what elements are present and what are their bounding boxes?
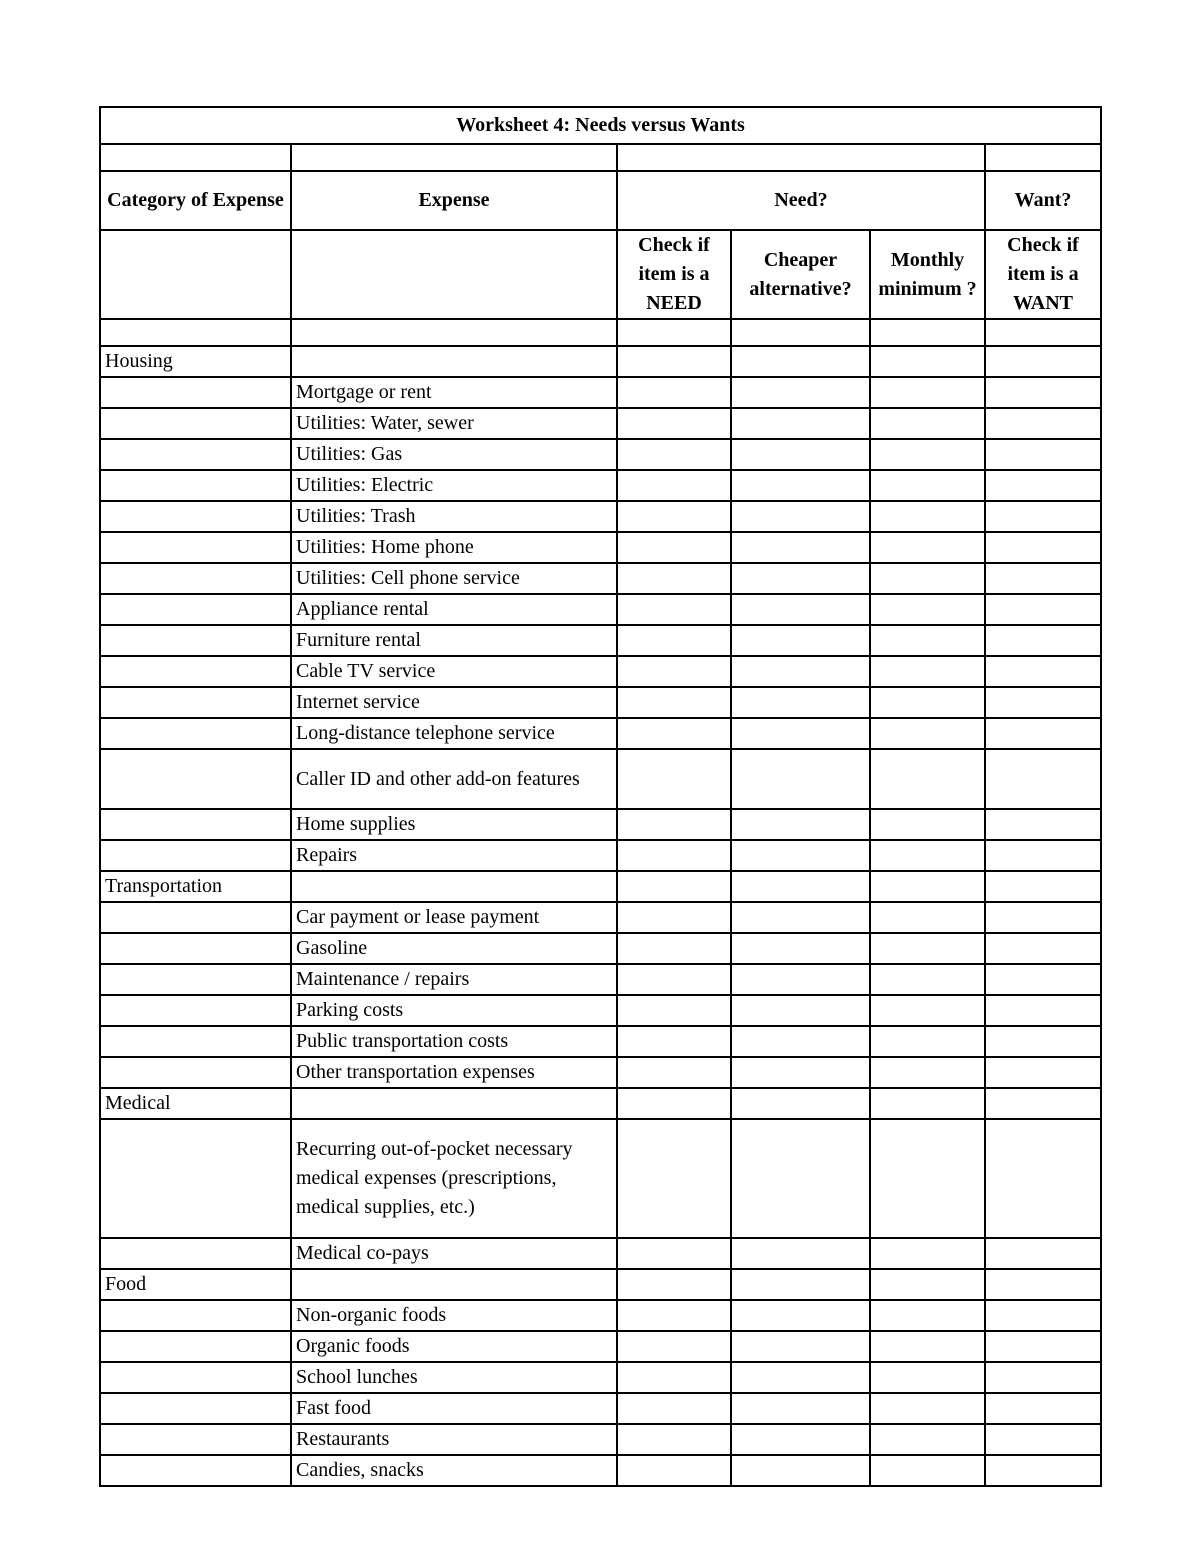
expense-cell: Utilities: Home phone <box>291 532 617 563</box>
expense-cell: Utilities: Electric <box>291 470 617 501</box>
want-check-cell[interactable] <box>985 1238 1101 1269</box>
expense-cell: Caller ID and other add-on features <box>291 749 617 809</box>
need-check-cell[interactable] <box>617 1300 731 1331</box>
expense-row <box>100 687 1101 718</box>
want-check-cell[interactable] <box>985 840 1101 871</box>
need-check-cell[interactable] <box>617 377 731 408</box>
expense-row <box>100 749 1101 809</box>
want-check-cell[interactable] <box>985 470 1101 501</box>
need-check-cell[interactable] <box>617 532 731 563</box>
expense-row <box>100 470 1101 501</box>
monthly-minimum-cell[interactable] <box>870 933 985 964</box>
expense-cell: Non-organic foods <box>291 1300 617 1331</box>
monthly-minimum-cell[interactable] <box>870 718 985 749</box>
need-check-cell[interactable] <box>617 1393 731 1424</box>
blank-cell <box>985 144 1101 171</box>
need-check-cell[interactable] <box>617 470 731 501</box>
want-check-cell[interactable] <box>985 687 1101 718</box>
expense-row <box>100 439 1101 470</box>
expense-cell: Furniture rental <box>291 625 617 656</box>
category-cell <box>100 563 291 594</box>
monthly-minimum-cell[interactable] <box>870 995 985 1026</box>
want-check-cell[interactable] <box>985 1393 1101 1424</box>
cheaper-alternative-cell[interactable] <box>731 1300 870 1331</box>
category-cell <box>100 933 291 964</box>
cheaper-alternative-cell[interactable] <box>731 1362 870 1393</box>
header-expense: Expense <box>291 171 617 230</box>
need-check-cell[interactable] <box>617 1119 731 1238</box>
want-check-cell[interactable] <box>985 1026 1101 1057</box>
expense-row <box>100 377 1101 408</box>
expense-cell: Medical co-pays <box>291 1238 617 1269</box>
cheaper-alternative-cell[interactable] <box>731 563 870 594</box>
category-cell <box>100 1119 291 1238</box>
cheaper-alternative-cell[interactable] <box>731 532 870 563</box>
need-check-cell[interactable] <box>617 749 731 809</box>
cheaper-alternative-cell[interactable] <box>731 718 870 749</box>
expense-cell <box>291 346 617 377</box>
category-cell <box>100 1057 291 1088</box>
cheaper-alternative-cell[interactable] <box>731 964 870 995</box>
cheaper-alternative-cell[interactable] <box>731 840 870 871</box>
want-check-cell[interactable] <box>985 964 1101 995</box>
category-cell: Medical <box>100 1088 291 1119</box>
cheaper-alternative-cell[interactable] <box>731 1057 870 1088</box>
want-check-cell[interactable] <box>985 1057 1101 1088</box>
expense-cell: Fast food <box>291 1393 617 1424</box>
monthly-minimum-cell[interactable] <box>870 1238 985 1269</box>
want-check-cell[interactable] <box>985 809 1101 840</box>
header-want: Want? <box>985 171 1101 230</box>
need-check-cell[interactable] <box>617 687 731 718</box>
cheaper-alternative-cell[interactable] <box>731 1455 870 1486</box>
need-check-cell[interactable] <box>617 346 731 377</box>
expense-row <box>100 995 1101 1026</box>
need-check-cell[interactable] <box>617 1238 731 1269</box>
expense-cell: School lunches <box>291 1362 617 1393</box>
category-cell <box>100 656 291 687</box>
want-check-cell[interactable] <box>985 1088 1101 1119</box>
need-check-cell[interactable] <box>617 871 731 902</box>
cheaper-alternative-cell[interactable] <box>731 749 870 809</box>
cheaper-alternative-cell[interactable] <box>731 594 870 625</box>
spacer-row <box>100 319 1101 346</box>
expense-cell <box>291 1088 617 1119</box>
monthly-minimum-cell[interactable] <box>870 1088 985 1119</box>
want-check-cell[interactable] <box>985 1331 1101 1362</box>
cheaper-alternative-cell[interactable] <box>731 871 870 902</box>
cheaper-alternative-cell[interactable] <box>731 470 870 501</box>
expense-row <box>100 1300 1101 1331</box>
monthly-minimum-cell[interactable] <box>870 902 985 933</box>
category-cell <box>100 1300 291 1331</box>
category-cell <box>100 687 291 718</box>
want-check-cell[interactable] <box>985 439 1101 470</box>
monthly-minimum-cell[interactable] <box>870 532 985 563</box>
expense-cell: Home supplies <box>291 809 617 840</box>
expense-row <box>100 625 1101 656</box>
blank-cell <box>100 144 291 171</box>
need-check-cell[interactable] <box>617 1057 731 1088</box>
monthly-minimum-cell[interactable] <box>870 840 985 871</box>
want-check-cell[interactable] <box>985 377 1101 408</box>
need-check-cell[interactable] <box>617 995 731 1026</box>
expense-cell: Maintenance / repairs <box>291 964 617 995</box>
want-check-cell[interactable] <box>985 1269 1101 1300</box>
expense-row <box>100 1362 1101 1393</box>
expense-cell: Internet service <box>291 687 617 718</box>
header-row-1 <box>100 171 1101 230</box>
need-check-cell[interactable] <box>617 718 731 749</box>
cheaper-alternative-cell[interactable] <box>731 346 870 377</box>
category-cell <box>100 1424 291 1455</box>
category-cell: Housing <box>100 346 291 377</box>
want-check-cell[interactable] <box>985 501 1101 532</box>
monthly-minimum-cell[interactable] <box>870 470 985 501</box>
blank-cell <box>291 319 617 346</box>
monthly-minimum-cell[interactable] <box>870 1424 985 1455</box>
cheaper-alternative-cell[interactable] <box>731 902 870 933</box>
monthly-minimum-cell[interactable] <box>870 408 985 439</box>
monthly-minimum-cell[interactable] <box>870 501 985 532</box>
cheaper-alternative-cell[interactable] <box>731 1331 870 1362</box>
cheaper-alternative-cell[interactable] <box>731 1026 870 1057</box>
need-check-cell[interactable] <box>617 594 731 625</box>
category-cell <box>100 625 291 656</box>
monthly-minimum-cell[interactable] <box>870 1026 985 1057</box>
monthly-minimum-cell[interactable] <box>870 439 985 470</box>
expense-cell: Parking costs <box>291 995 617 1026</box>
category-cell <box>100 902 291 933</box>
expense-row <box>100 532 1101 563</box>
cheaper-alternative-cell[interactable] <box>731 1119 870 1238</box>
cheaper-alternative-cell[interactable] <box>731 1088 870 1119</box>
need-check-cell[interactable] <box>617 408 731 439</box>
expense-row <box>100 408 1101 439</box>
expense-row <box>100 594 1101 625</box>
want-check-cell[interactable] <box>985 594 1101 625</box>
header-monthly-minimum: Monthly minimum ? <box>870 230 985 319</box>
expense-cell: Organic foods <box>291 1331 617 1362</box>
expense-cell: Other transportation expenses <box>291 1057 617 1088</box>
want-check-cell[interactable] <box>985 1424 1101 1455</box>
cheaper-alternative-cell[interactable] <box>731 377 870 408</box>
cheaper-alternative-cell[interactable] <box>731 408 870 439</box>
monthly-minimum-cell[interactable] <box>870 563 985 594</box>
header-check-need: Check if item is a NEED <box>617 230 731 319</box>
cheaper-alternative-cell[interactable] <box>731 933 870 964</box>
monthly-minimum-cell[interactable] <box>870 1057 985 1088</box>
category-cell <box>100 532 291 563</box>
category-cell <box>100 594 291 625</box>
expense-cell: Utilities: Gas <box>291 439 617 470</box>
expense-cell: Public transportation costs <box>291 1026 617 1057</box>
expense-cell: Gasoline <box>291 933 617 964</box>
expense-row <box>100 1424 1101 1455</box>
category-cell <box>100 718 291 749</box>
want-check-cell[interactable] <box>985 995 1101 1026</box>
category-cell <box>100 501 291 532</box>
need-check-cell[interactable] <box>617 1269 731 1300</box>
category-row <box>100 1088 1101 1119</box>
category-row <box>100 871 1101 902</box>
need-check-cell[interactable] <box>617 1088 731 1119</box>
blank-cell <box>100 319 291 346</box>
need-check-cell[interactable] <box>617 964 731 995</box>
cheaper-alternative-cell[interactable] <box>731 656 870 687</box>
cheaper-alternative-cell[interactable] <box>731 995 870 1026</box>
monthly-minimum-cell[interactable] <box>870 656 985 687</box>
monthly-minimum-cell[interactable] <box>870 594 985 625</box>
want-check-cell[interactable] <box>985 902 1101 933</box>
monthly-minimum-cell[interactable] <box>870 625 985 656</box>
header-check-want: Check if item is a WANT <box>985 230 1101 319</box>
monthly-minimum-cell[interactable] <box>870 377 985 408</box>
category-row <box>100 346 1101 377</box>
need-check-cell[interactable] <box>617 563 731 594</box>
category-cell <box>100 749 291 809</box>
expense-cell: Utilities: Water, sewer <box>291 408 617 439</box>
expense-cell: Mortgage or rent <box>291 377 617 408</box>
blank-cell <box>985 319 1101 346</box>
category-cell <box>100 1455 291 1486</box>
want-check-cell[interactable] <box>985 933 1101 964</box>
category-cell <box>100 1362 291 1393</box>
expense-cell: Car payment or lease payment <box>291 902 617 933</box>
want-check-cell[interactable] <box>985 749 1101 809</box>
cheaper-alternative-cell[interactable] <box>731 625 870 656</box>
category-cell <box>100 995 291 1026</box>
category-cell <box>100 377 291 408</box>
expense-cell: Utilities: Cell phone service <box>291 563 617 594</box>
cheaper-alternative-cell[interactable] <box>731 1269 870 1300</box>
want-check-cell[interactable] <box>985 408 1101 439</box>
blank-cell <box>100 230 291 319</box>
blank-cell <box>870 319 985 346</box>
expense-row <box>100 1057 1101 1088</box>
category-cell <box>100 1026 291 1057</box>
category-cell <box>100 840 291 871</box>
blank-cell <box>617 144 985 171</box>
worksheet-title: Worksheet 4: Needs versus Wants <box>100 107 1101 144</box>
want-check-cell[interactable] <box>985 346 1101 377</box>
category-cell <box>100 408 291 439</box>
expense-row <box>100 1393 1101 1424</box>
cheaper-alternative-cell[interactable] <box>731 1238 870 1269</box>
need-check-cell[interactable] <box>617 809 731 840</box>
expense-cell: Utilities: Trash <box>291 501 617 532</box>
category-cell: Food <box>100 1269 291 1300</box>
expense-row <box>100 563 1101 594</box>
monthly-minimum-cell[interactable] <box>870 1331 985 1362</box>
needs-wants-worksheet-table <box>99 106 1102 1487</box>
need-check-cell[interactable] <box>617 840 731 871</box>
want-check-cell[interactable] <box>985 656 1101 687</box>
expense-row <box>100 1331 1101 1362</box>
want-check-cell[interactable] <box>985 1455 1101 1486</box>
expense-row <box>100 933 1101 964</box>
category-cell: Transportation <box>100 871 291 902</box>
want-check-cell[interactable] <box>985 532 1101 563</box>
expense-cell <box>291 871 617 902</box>
category-cell <box>100 1393 291 1424</box>
monthly-minimum-cell[interactable] <box>870 1269 985 1300</box>
cheaper-alternative-cell[interactable] <box>731 687 870 718</box>
title-row <box>100 107 1101 144</box>
expense-cell: Cable TV service <box>291 656 617 687</box>
monthly-minimum-cell[interactable] <box>870 749 985 809</box>
expense-row <box>100 718 1101 749</box>
monthly-minimum-cell[interactable] <box>870 346 985 377</box>
monthly-minimum-cell[interactable] <box>870 1300 985 1331</box>
expense-row <box>100 902 1101 933</box>
want-check-cell[interactable] <box>985 625 1101 656</box>
blank-cell <box>731 319 870 346</box>
monthly-minimum-cell[interactable] <box>870 964 985 995</box>
expense-cell: Recurring out-of-pocket necessary medical expenses (prescriptions, medical supplies, etc.) <box>291 1119 617 1238</box>
monthly-minimum-cell[interactable] <box>870 809 985 840</box>
need-check-cell[interactable] <box>617 439 731 470</box>
expense-cell <box>291 1269 617 1300</box>
expense-cell: Candies, snacks <box>291 1455 617 1486</box>
cheaper-alternative-cell[interactable] <box>731 501 870 532</box>
want-check-cell[interactable] <box>985 563 1101 594</box>
need-check-cell[interactable] <box>617 933 731 964</box>
need-check-cell[interactable] <box>617 1331 731 1362</box>
need-check-cell[interactable] <box>617 656 731 687</box>
blank-cell <box>617 319 731 346</box>
expense-cell: Repairs <box>291 840 617 871</box>
category-cell <box>100 470 291 501</box>
monthly-minimum-cell[interactable] <box>870 871 985 902</box>
blank-cell <box>291 230 617 319</box>
need-check-cell[interactable] <box>617 501 731 532</box>
blank-cell <box>291 144 617 171</box>
monthly-minimum-cell[interactable] <box>870 1119 985 1238</box>
expense-row <box>100 501 1101 532</box>
need-check-cell[interactable] <box>617 1424 731 1455</box>
header-need: Need? <box>617 171 985 230</box>
need-check-cell[interactable] <box>617 625 731 656</box>
spacer-row <box>100 144 1101 171</box>
expense-cell: Appliance rental <box>291 594 617 625</box>
monthly-minimum-cell[interactable] <box>870 687 985 718</box>
want-check-cell[interactable] <box>985 718 1101 749</box>
header-category: Category of Expense <box>100 171 291 230</box>
expense-cell: Restaurants <box>291 1424 617 1455</box>
category-cell <box>100 439 291 470</box>
category-cell <box>100 1238 291 1269</box>
category-cell <box>100 1331 291 1362</box>
need-check-cell[interactable] <box>617 902 731 933</box>
expense-row <box>100 964 1101 995</box>
monthly-minimum-cell[interactable] <box>870 1455 985 1486</box>
cheaper-alternative-cell[interactable] <box>731 1424 870 1455</box>
category-cell <box>100 809 291 840</box>
want-check-cell[interactable] <box>985 1119 1101 1238</box>
want-check-cell[interactable] <box>985 871 1101 902</box>
expense-row <box>100 1119 1101 1238</box>
expense-row <box>100 656 1101 687</box>
category-row <box>100 1269 1101 1300</box>
header-cheaper-alternative: Cheaper alternative? <box>731 230 870 319</box>
category-cell <box>100 964 291 995</box>
cheaper-alternative-cell[interactable] <box>731 1393 870 1424</box>
need-check-cell[interactable] <box>617 1362 731 1393</box>
expense-row <box>100 1026 1101 1057</box>
want-check-cell[interactable] <box>985 1362 1101 1393</box>
expense-row <box>100 1455 1101 1486</box>
need-check-cell[interactable] <box>617 1455 731 1486</box>
expense-row <box>100 809 1101 840</box>
want-check-cell[interactable] <box>985 1300 1101 1331</box>
header-row-2 <box>100 230 1101 319</box>
need-check-cell[interactable] <box>617 1026 731 1057</box>
cheaper-alternative-cell[interactable] <box>731 809 870 840</box>
cheaper-alternative-cell[interactable] <box>731 439 870 470</box>
expense-row <box>100 840 1101 871</box>
monthly-minimum-cell[interactable] <box>870 1362 985 1393</box>
expense-row <box>100 1238 1101 1269</box>
expense-cell: Long-distance telephone service <box>291 718 617 749</box>
monthly-minimum-cell[interactable] <box>870 1393 985 1424</box>
